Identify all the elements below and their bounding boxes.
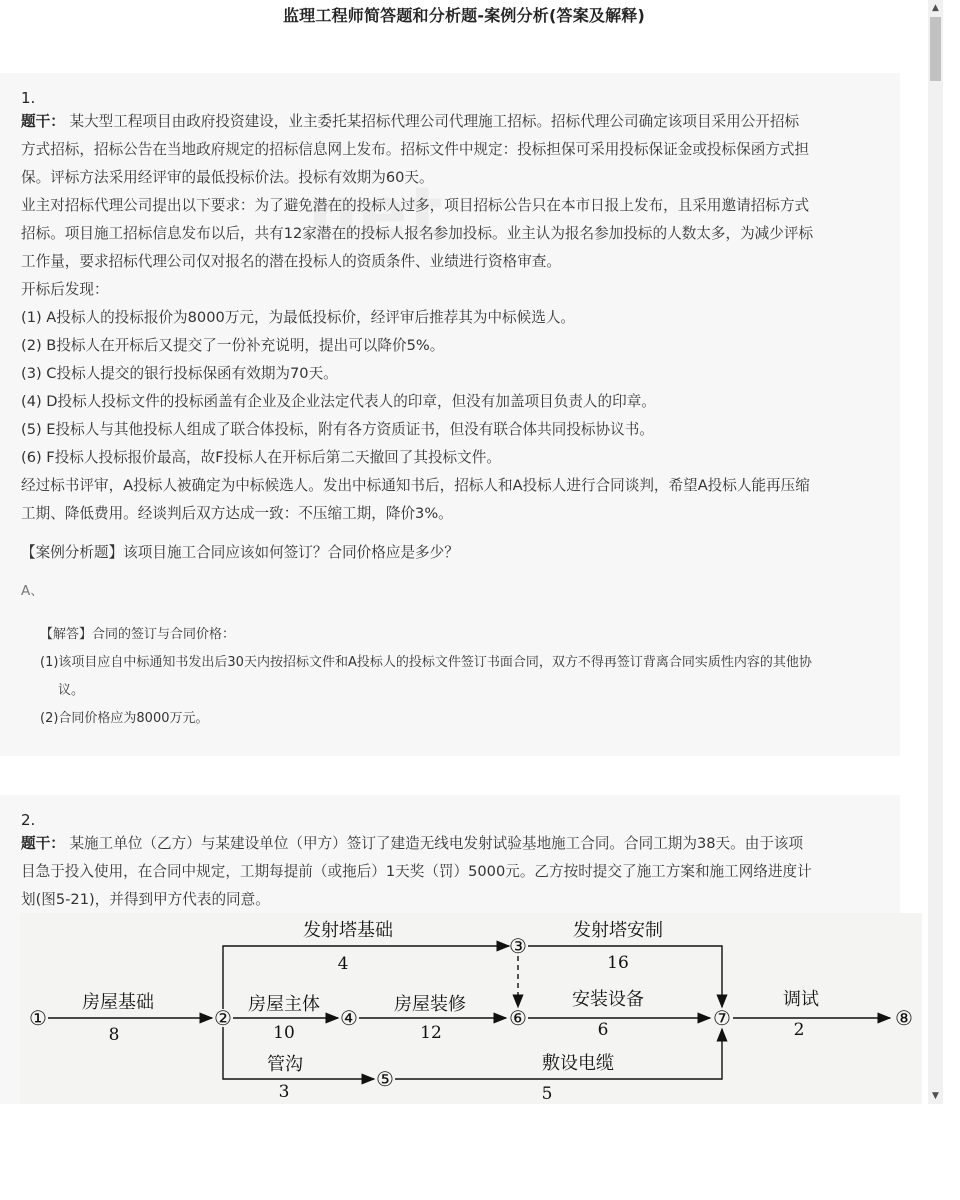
stem-line: 开标后发现： [21, 281, 109, 298]
stem-line: (4) D投标人投标文件的投标函盖有企业及企业法定代表人的印章，但没有加盖项目负责人的印章。 [21, 393, 656, 410]
stem-line [21, 108, 891, 136]
stem-label: 题干： [21, 113, 65, 130]
activity-name: 调试 [783, 989, 819, 1010]
stem-text: 某大型工程项目由政府投资建设，业主委托某招标代理公司代理施工招标。招标代理公司确定该项目采用公开招标 [69, 113, 800, 130]
answer-analysis [40, 621, 880, 733]
page-title: 监理工程师简答题和分析题-案例分析(答案及解释) [282, 6, 646, 25]
question-number: 1. [21, 89, 36, 107]
node-3: ③ [509, 934, 527, 958]
stem-line: 工期、降低费用。经谈判后双方达成一致：不压缩工期，降价3%。 [21, 505, 453, 522]
question-card-1 [0, 73, 900, 756]
activity-duration: 5 [541, 1084, 553, 1104]
activity-duration: 6 [597, 1020, 609, 1040]
node-6: ⑥ [509, 1006, 527, 1030]
watermark: net [308, 172, 445, 254]
node-4: ④ [340, 1006, 358, 1030]
activity-name: 管沟 [267, 1054, 303, 1075]
stem-line: 工作量，要求招标代理公司仅对报名的潜在投标人的资质条件、业绩进行资格审查。 [21, 253, 561, 270]
answer-title: 【解答】合同的签订与合同价格： [40, 627, 236, 642]
node-1: ① [29, 1006, 47, 1030]
activity-name: 房屋基础 [82, 992, 154, 1013]
node-2: ② [214, 1006, 232, 1030]
stem-line: (6) F投标人投标报价最高，故F投标人在开标后第二天撤回了其投标文件。 [21, 449, 501, 466]
activity-duration: 8 [108, 1025, 120, 1045]
node-5: ⑤ [376, 1067, 394, 1091]
activity-duration: 16 [607, 953, 629, 973]
activity-name: 房屋主体 [248, 994, 320, 1015]
activity-name: 发射塔基础 [303, 920, 393, 941]
activity-duration: 3 [278, 1082, 290, 1102]
stem-line: 目急于投入使用，在合同中规定，工期每提前（或拖后）1天奖（罚）5000元。乙方按时提交了施工方案和施工网络进度计 [21, 863, 812, 880]
stem-line: (3) C投标人提交的银行投标保函有效期为70天。 [21, 365, 338, 382]
question-stem [21, 108, 891, 528]
activity-name: 安装设备 [572, 989, 644, 1010]
activity-duration: 4 [337, 954, 349, 974]
option-a[interactable]: A、 [21, 583, 44, 599]
question-stem [21, 830, 891, 914]
stem-line: 方式招标，招标公告在当地政府规定的招标信息网上发布。招标文件中规定：投标担保可采用投标保证金或投标保函方式担 [21, 141, 810, 158]
stem-line: 划(图5-21)，并得到甲方代表的同意。 [21, 891, 270, 908]
network-diagram [20, 913, 922, 1104]
activity-name: 敷设电缆 [542, 1053, 614, 1074]
answer-line: 议。 [58, 683, 85, 698]
node-8: ⑧ [895, 1006, 913, 1030]
node-7: ⑦ [713, 1006, 731, 1030]
vertical-scrollbar[interactable] [928, 0, 943, 1104]
question-number: 2. [21, 811, 36, 829]
stem-line: (1) A投标人的投标报价为8000万元，为最低投标价，经评审后推荐其为中标候选人。 [21, 309, 576, 326]
scroll-up-arrow-icon[interactable]: ▲ [932, 3, 939, 13]
activity-name: 房屋装修 [394, 994, 466, 1015]
stem-line: 业主对招标代理公司提出以下要求：为了避免潜在的投标人过多，项目招标公告只在本市日报上发布，且采用邀请招标方式 [21, 197, 810, 214]
sub-question: 【案例分析题】该项目施工合同应该如何签订？合同价格应是多少？ [21, 544, 459, 561]
network-diagram-svg [20, 913, 922, 1104]
stem-line: (5) E投标人与其他投标人组成了联合体投标，附有各方资质证书，但没有联合体共同投标协议书。 [21, 421, 654, 438]
scroll-thumb[interactable] [930, 17, 941, 81]
stem-line: 保。评标方法采用经评审的最低投标价法。投标有效期为60天。 [21, 169, 434, 186]
stem-line: 经过标书评审，A投标人被确定为中标候选人。发出中标通知书后，招标人和A投标人进行合同谈判，希望A投标人能再压缩 [21, 477, 810, 494]
stem-line: (2) B投标人在开标后又提交了一份补充说明，提出可以降价5%。 [21, 337, 445, 354]
activity-duration: 2 [793, 1020, 805, 1040]
stem-line: 招标。项目施工招标信息发布以后，共有12家潜在的投标人报名参加投标。业主认为报名参加投标的人数太多，为减少评标 [21, 225, 814, 242]
scroll-down-arrow-icon[interactable]: ▼ [932, 1091, 939, 1101]
activity-duration: 10 [273, 1023, 295, 1043]
answer-line: (2)合同价格应为8000万元。 [40, 711, 209, 726]
stem-line [21, 830, 891, 858]
stem-label: 题干： [21, 835, 65, 852]
activity-name: 发射塔安制 [573, 920, 663, 941]
answer-line: (1)该项目应自中标通知书发出后30天内按招标文件和A投标人的投标文件签订书面合同，双方不得再签订背离合同实质性内容的其他协 [40, 655, 812, 670]
activity-duration: 12 [420, 1023, 442, 1043]
stem-text: 某施工单位（乙方）与某建设单位（甲方）签订了建造无线电发射试验基地施工合同。合同工期为38天。由于该项 [69, 835, 804, 852]
